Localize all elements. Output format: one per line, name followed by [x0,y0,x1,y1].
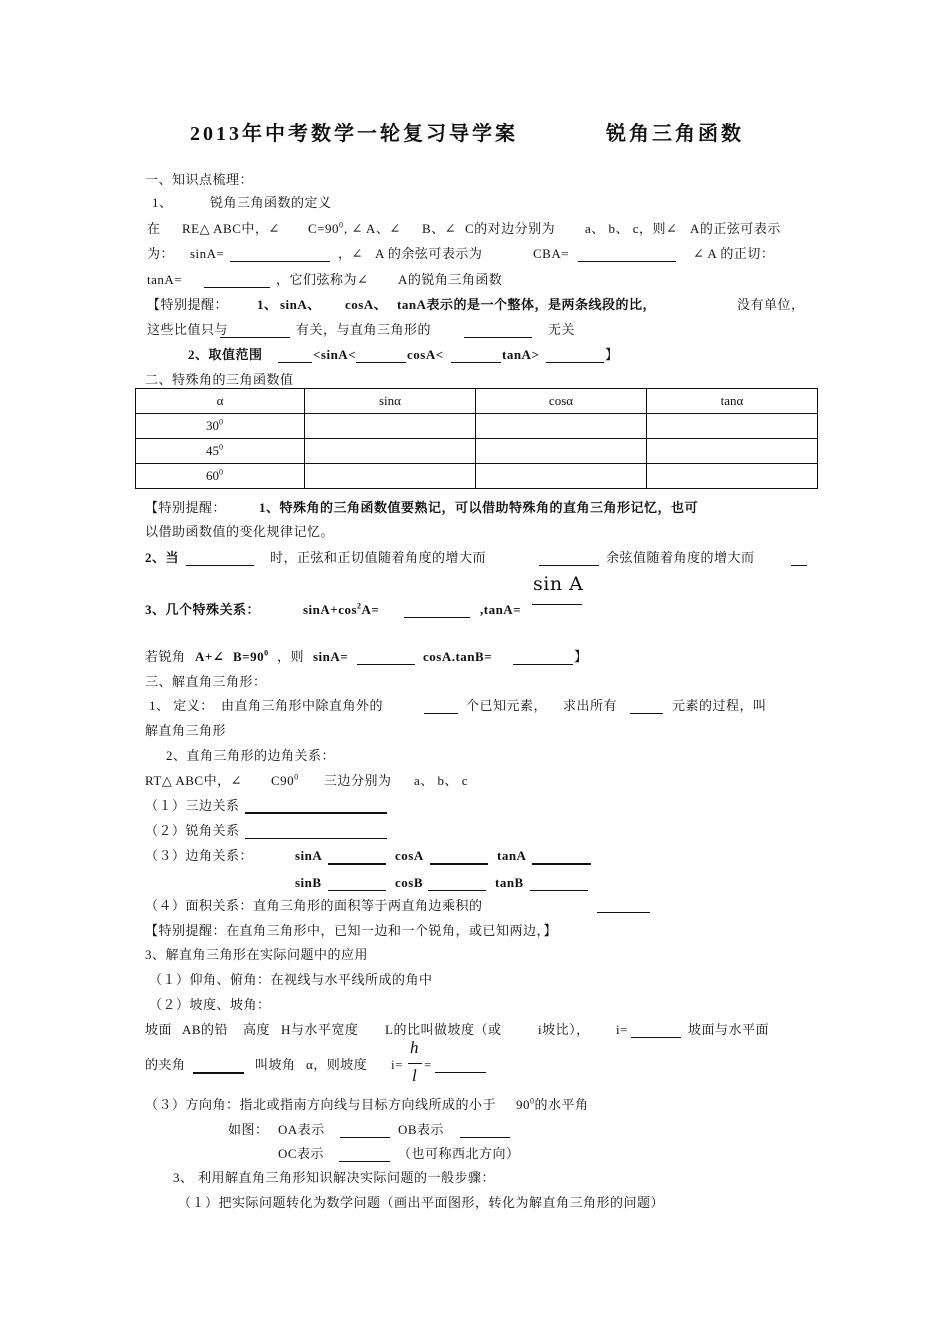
text: 3、几个特殊关系： [145,602,261,617]
fraction-numerator-h: h [410,1038,419,1057]
text: 元素的过程，叫 [672,698,767,713]
text: ,tanA= [480,602,522,617]
text: 时，正弦和正切值随着角度的增大而 [270,550,487,565]
blank-line [791,565,807,566]
text: cosA、 [345,297,388,312]
text: 求出所有 [563,698,618,713]
text: 解直角三角形 [145,723,227,738]
text: OA表示 [278,1122,325,1137]
text: CBA= [533,246,570,261]
fraction-denominator-l: l [412,1066,417,1085]
text: tanA [497,848,527,863]
text: 的夹角 [145,1057,186,1072]
blank-line [245,838,387,839]
text: 余弦值随着角度的增大而 [606,550,755,565]
text: i= [391,1057,403,1072]
table-header: cosα [476,389,647,414]
text: （１）三边关系 [145,798,240,813]
blank-line [230,261,330,262]
section-heading-special-angles: 二、特殊角的三角函数值 [145,372,294,387]
blank-line [356,362,406,363]
text: <sinA< [313,347,357,362]
text: , ∠ A、∠ [344,221,401,236]
text: 有关，与直角三角形的 [296,322,432,337]
text: cosA [395,848,424,863]
blank-line [339,1161,390,1162]
text: 【特别提醒：在直角三角形中，已知一边和一个锐角，或已知两边，】 [145,923,558,938]
text: （也可称西北方向） [398,1146,520,1161]
blank-line [204,287,270,288]
text: i= [616,1022,628,1037]
table-header-row [136,389,818,414]
text: $C90^0$ [271,772,299,788]
blank-line [245,812,387,814]
text: 】 [605,347,619,362]
text: i坡比）， [538,1022,590,1037]
section-heading-knowledge: 一、知识点梳理： [145,172,254,187]
table-cell [476,464,647,489]
blank-line [404,617,470,618]
text: $\sin A+\cos^2A=$ [303,601,380,617]
blank-line [578,261,676,262]
table-header: α [136,389,305,414]
blank-line [460,1137,510,1138]
blank-line [220,337,290,338]
text: sinA= [313,649,349,664]
blank-line [278,362,312,363]
blank-line [464,337,532,338]
item-number: 1、 [152,195,173,210]
text: 2、当 [145,550,180,565]
special-angle-table [135,388,818,489]
text: A+∠ [195,649,225,664]
text: 这些比值只与 [147,322,229,337]
text: A 的余弦可表示为 [375,246,483,261]
text: 坡面 [145,1022,173,1037]
fraction-bar [408,1063,422,1064]
text: $B=90^0$ [233,648,269,664]
table-cell [647,414,818,439]
blank-line [357,664,415,665]
text: 【特别提醒： [145,500,227,515]
text: sinA= [190,246,225,261]
text: 无关 [548,322,576,337]
text: ，则 [277,649,305,664]
blank-line [328,863,386,865]
text: L的比叫做坡度（或 [385,1022,502,1037]
table-row [136,439,818,464]
table-cell [305,414,476,439]
text: 1、特殊角的三角函数值要熟记，可以借助特殊角的直角三角形记忆，也可 [259,500,699,515]
text: C的对边分别为 [465,221,556,236]
text: 由直角三角形中除直角外的 [221,698,384,713]
table-cell-angle: $30^0$ [136,414,305,439]
text: cosA.tanB= [423,649,493,664]
text: 3、解直角三角形在实际问题中的应用 [145,947,369,962]
text: RE△ ABC中，∠ [182,221,280,236]
text: 坡面与水平面 [688,1022,770,1037]
text: 三边分别为 [324,773,392,788]
text: 为： [147,246,175,261]
blank-line [193,1072,244,1074]
text: （３）方向角：指北或指南方向线与目标方向线所成的小于 [145,1097,497,1112]
text: ，它们弦称为∠ [276,272,369,287]
text: cosB [395,875,423,890]
table-row [136,464,818,489]
text: $90^0$的水平角 [516,1096,589,1112]
text: tanB [495,875,524,890]
blank-line [513,664,573,665]
text: AB的铅 [182,1022,229,1037]
blank-line [451,362,501,363]
table-cell [647,439,818,464]
text: 2、取值范围 [188,347,263,362]
text: 叫坡角 [255,1057,296,1072]
text: 高度 [243,1022,271,1037]
table-header: sinα [305,389,476,414]
text: 利用解直角三角形知识解决实际问题的一般步骤： [198,1170,496,1185]
text: $C=90^0$ [308,220,344,236]
text: 以借助函数值的变化规律记忆。 [145,524,335,539]
text: α，则坡度 [306,1057,368,1072]
table-cell [305,439,476,464]
text: 在 [147,221,161,236]
table-cell-angle: $45^0$ [136,439,305,464]
text: ∠ A 的正切： [693,246,775,261]
blank-line [532,863,591,865]
text: （４）面积关系：直角三角形的面积等于两直角边乘积的 [145,898,483,913]
table-cell [647,464,818,489]
text: a、 b、 c，则∠ [585,221,678,236]
blank-line [430,863,488,865]
text: H与水平宽度 [281,1022,359,1037]
text: A的正弦可表示 [690,221,781,236]
text: 【特别提醒： [147,297,229,312]
blank-line [530,890,588,891]
blank-line [630,713,663,714]
blank-line [597,912,650,913]
text: sinA [295,848,323,863]
fraction-bar [532,604,582,605]
text: tanA= [147,272,183,287]
text: （２）坡度、坡角： [149,997,271,1012]
text: 如图： [228,1122,269,1137]
fraction-numerator: sin A [533,573,584,595]
blank-line [428,890,486,891]
blank-line [340,1137,390,1138]
text: 2、直角三角形的边角关系： [166,748,336,763]
subheading-definition: 锐角三角函数的定义 [210,195,332,210]
text: A的锐角三角函数 [398,272,503,287]
table-header: tanα [647,389,818,414]
text: a、 b、 c [414,773,469,788]
text: 3、 [173,1170,194,1185]
table-cell [476,414,647,439]
text: 没有单位， [737,297,805,312]
text: RT△ ABC中，∠ [145,773,242,788]
table-cell [305,464,476,489]
text: OB表示 [398,1122,445,1137]
table-cell [476,439,647,464]
text: = [424,1057,432,1072]
text: 】 [574,649,588,664]
text: （１）仰角、俯角：在视线与水平线所成的角中 [149,972,433,987]
blank-line [424,713,458,714]
text: ，∠ [338,246,363,261]
text: （３）边角关系： [145,848,254,863]
table-cell-angle: $60^0$ [136,464,305,489]
blank-line [186,565,254,566]
blank-line [328,890,386,891]
text: 1、 定义： [149,698,214,713]
text: B、∠ [422,221,457,236]
text: sinA、 [280,297,321,312]
blank-line [539,565,599,566]
table-row [136,414,818,439]
text: 个已知元素， [466,698,548,713]
text: cosA< [407,347,444,362]
text: sinB [295,875,322,890]
section-heading-solving: 三、解直角三角形： [145,674,267,689]
text: 若锐角 [145,649,186,664]
text: tanA> [502,347,540,362]
text: 1、 [257,297,278,312]
page-title: 2013年中考数学一轮复习导学案 [190,123,518,145]
blank-line [631,1037,681,1038]
blank-line [546,362,604,363]
blank-line [435,1072,486,1073]
text: tanA表示的是一个整体，是两条线段的比， [397,297,656,312]
text: OC表示 [278,1146,325,1161]
page-subtitle: 锐角三角函数 [606,123,744,145]
text: （１）把实际问题转化为数学问题（画出平面图形，转化为解直角三角形的问题） [178,1195,665,1210]
text: （２）锐角关系 [145,823,240,838]
